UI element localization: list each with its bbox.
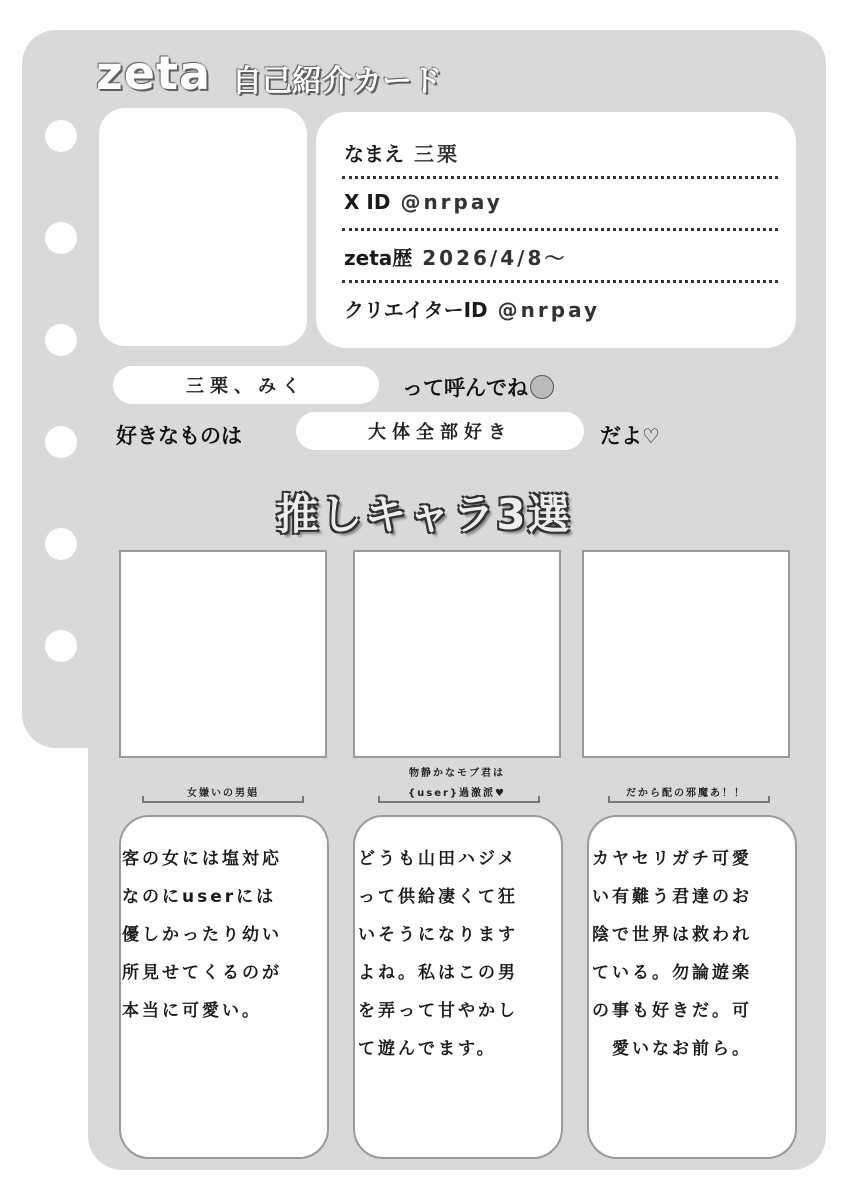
binder-hole [45,120,77,152]
history-row [344,242,778,292]
name-value: 三栗 [414,142,460,166]
dotted-divider [342,176,778,179]
history-label: zeta歴 [344,246,413,270]
name-label: なまえ [344,142,404,166]
favorite-characters-title: 推しキャラ3選 [276,490,572,539]
character-caption-top-2: 物静かなモブ君は [409,768,505,779]
character-caption-1: 女嫌いの男娼 [187,788,259,799]
likes-prefix: 好きなものは [116,424,242,448]
call-me-text [402,372,554,402]
character-image-frame-2 [353,550,561,758]
xid-label: X ID [344,190,391,214]
caption-bracket [608,796,770,803]
creator-row [344,294,778,344]
character-image-frame-3 [582,550,790,758]
character-description-3: カヤセリガチ可愛 い有難う君達のお 陰で世界は救われ ている。勿論遊楽 の事も好きだ。可 愛いなお前ら。 [592,849,752,1059]
nickname-pill: 三栗、みく [113,366,379,404]
caption-bracket [142,796,304,803]
xid-value: @nrpay [400,190,503,214]
pleading-face-icon [530,375,554,399]
dotted-divider [342,228,778,231]
likes-suffix: だよ [600,424,642,448]
history-value: 2026/4/8〜 [422,246,568,270]
character-description-2: どうも山田ハジメ って供給凄くて狂 いそうになります よね。私はこの男 を弄って甘やかし て遊んでます。 [358,849,518,1059]
character-image-frame-1 [119,550,327,758]
caption-bracket [378,796,540,803]
card-title: 自己紹介カード [232,64,442,99]
character-caption-2: {user}過激派♥ [408,788,506,799]
call-me-suffix: って呼んでね [402,376,528,400]
profile-info-panel [316,112,796,348]
binder-hole [45,324,77,356]
likes-pill: 大体全部好き [296,412,584,450]
xid-row [344,190,778,240]
profile-photo-frame [99,108,307,346]
name-row [344,138,778,188]
creator-value: @nrpay [497,298,600,322]
zeta-logo: zeta [96,46,212,100]
creator-label: クリエイターID [344,298,488,322]
dotted-divider [342,280,778,283]
binder-hole [45,222,77,254]
binder-hole [45,630,77,662]
likes-suffix-text [600,420,660,450]
character-description-1: 客の女には塩対応 なのにuserには 優しかったり幼い 所見せてくるのが 本当に可愛い。 [122,849,282,1021]
binder-hole [45,426,77,458]
heart-icon: ♡ [642,424,660,448]
character-caption-3: だから配の邪魔あ！！ [626,788,746,799]
